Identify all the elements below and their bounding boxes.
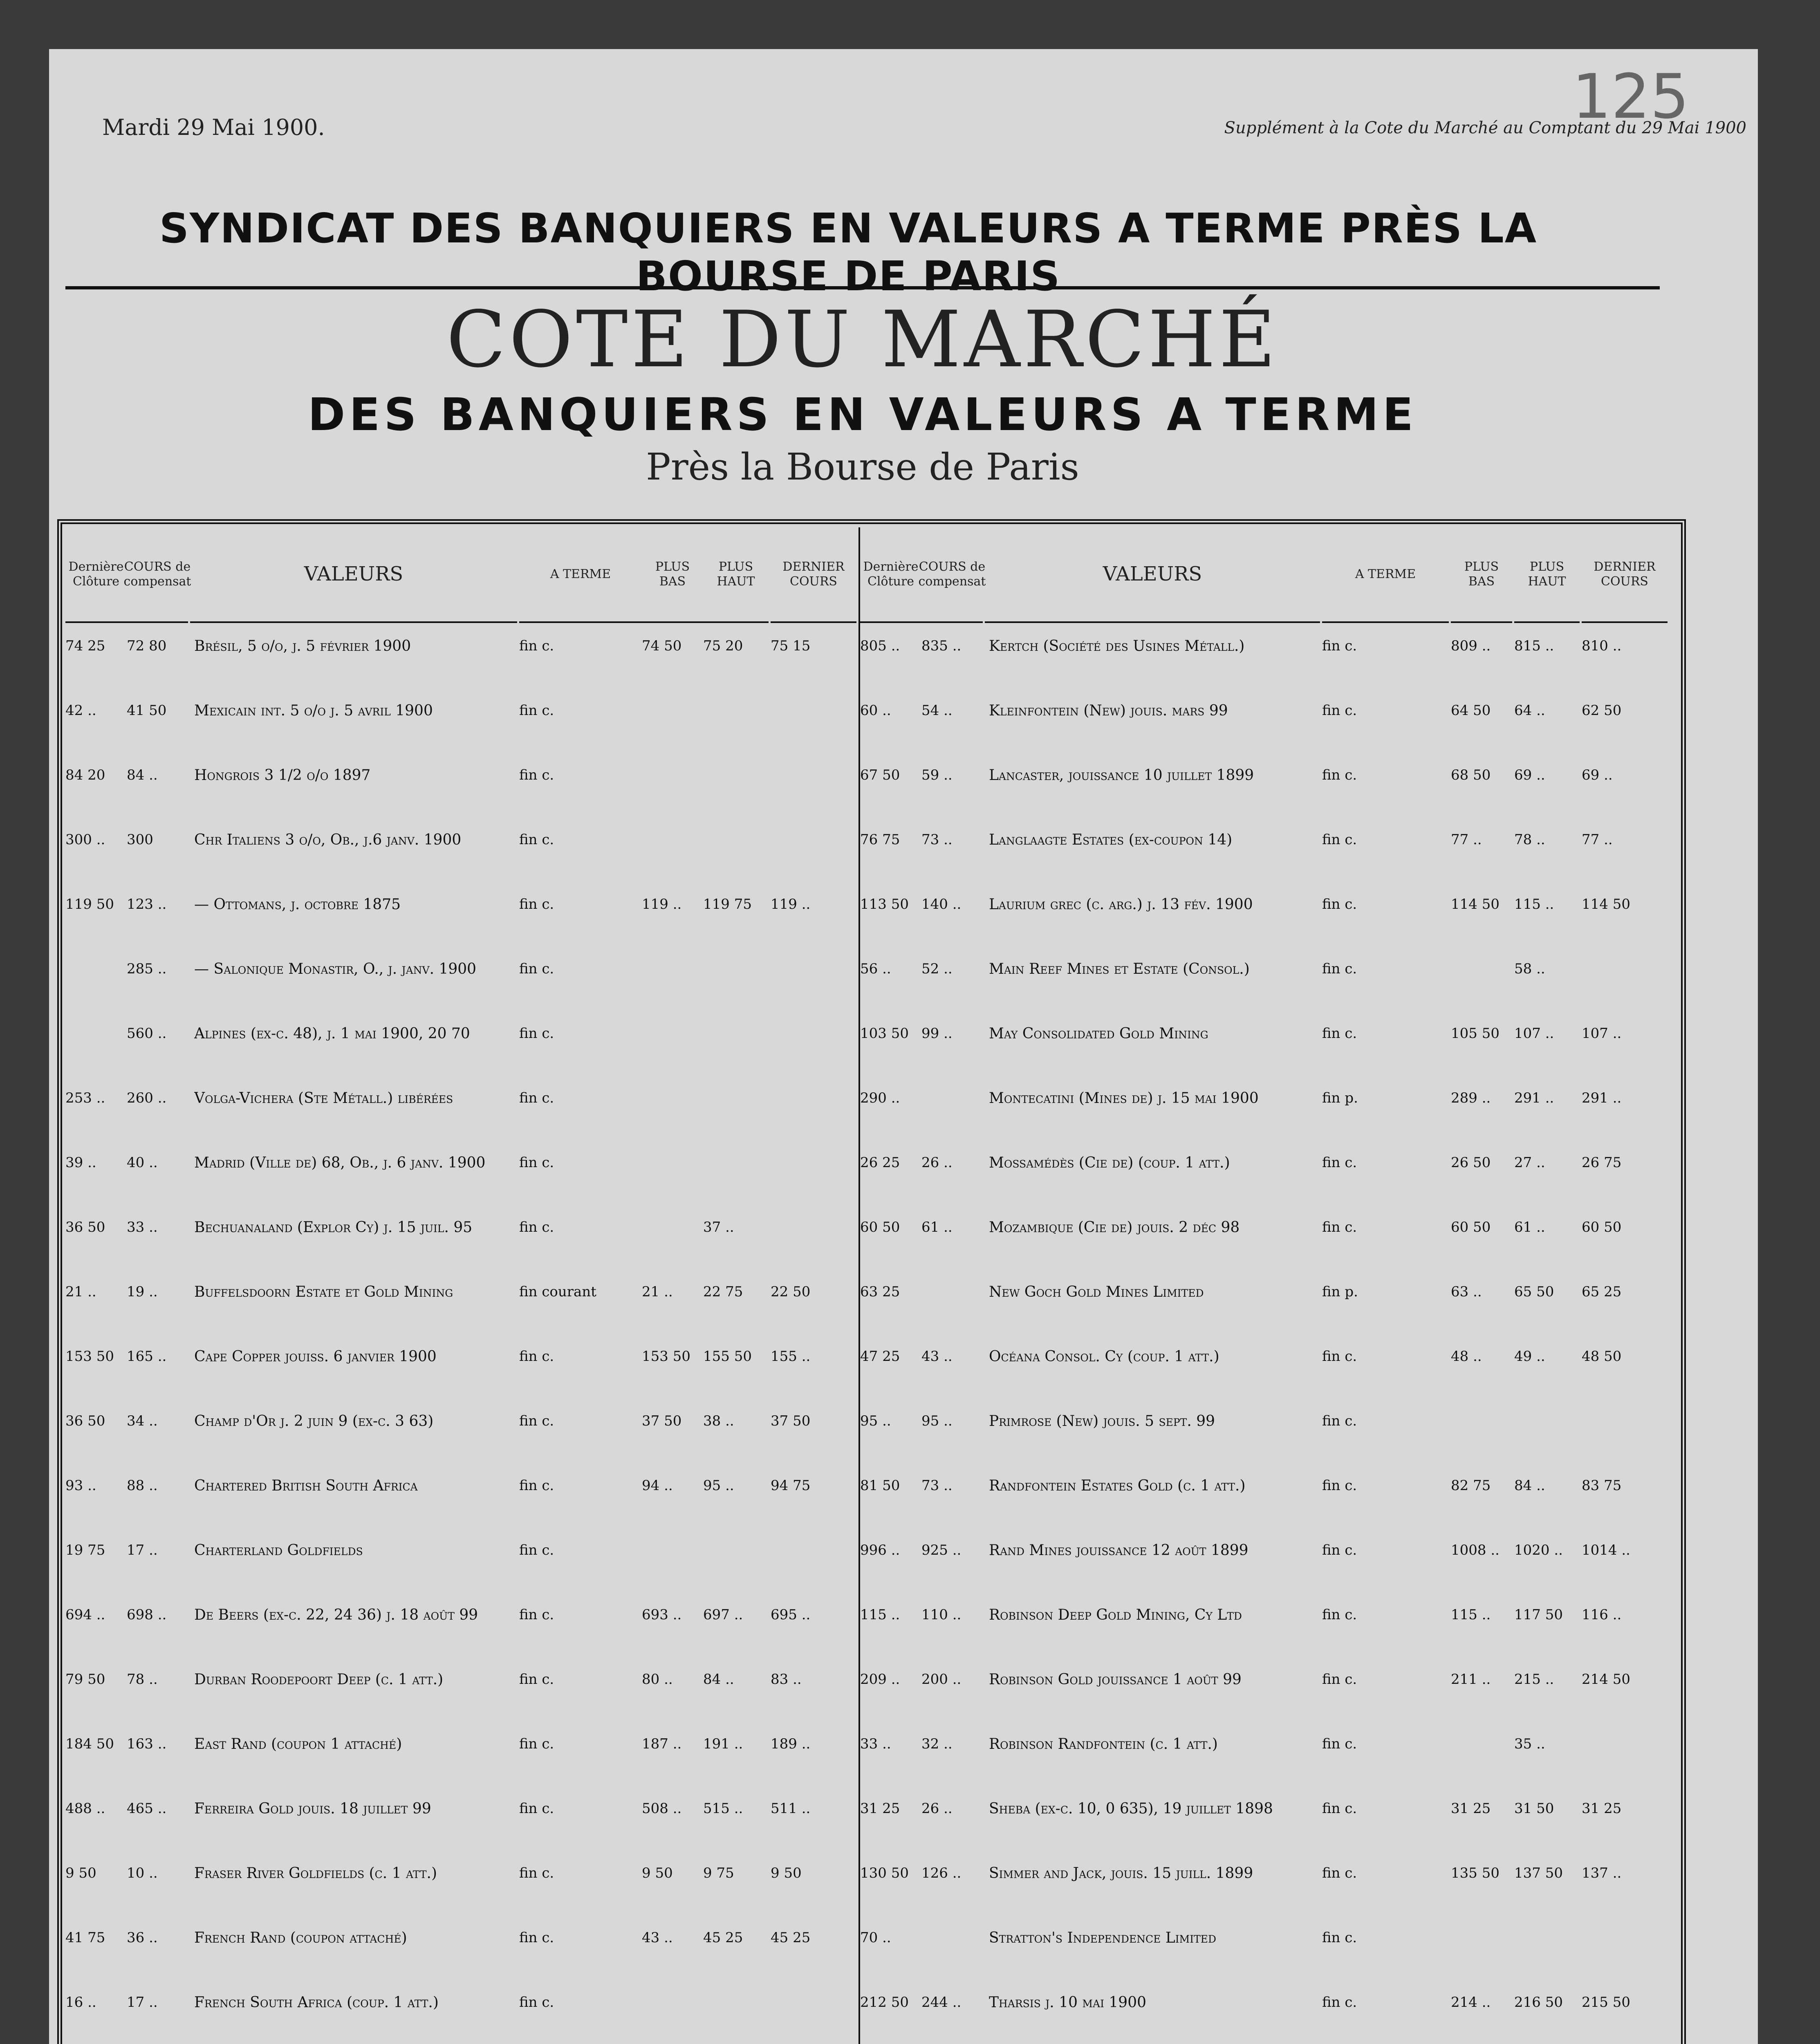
right-cell: fin c.: [1322, 1930, 1357, 1946]
left-cell: 36 50: [65, 1219, 105, 1235]
right-cell: fin c.: [1322, 1025, 1357, 1042]
right-cell: 107 ..: [1582, 1025, 1622, 1042]
left-cell: 153 50: [65, 1348, 114, 1365]
right-cell: 137 ..: [1582, 1865, 1622, 1881]
left-cell: 123 ..: [127, 896, 167, 912]
right-cell: 52 ..: [921, 961, 953, 977]
right-cell: fin p.: [1322, 1284, 1358, 1300]
right-cell: 216 50: [1514, 1994, 1563, 2010]
left-cell: 75 15: [771, 638, 811, 654]
right-cell: 26 ..: [921, 1154, 953, 1171]
right-colhead-0: Dernière Clôture: [860, 527, 921, 623]
right-colhead-3: A TERME: [1322, 527, 1449, 623]
left-cell: 253 ..: [65, 1090, 105, 1106]
right-cell: 43 ..: [921, 1348, 953, 1365]
right-cell: 115 ..: [860, 1607, 900, 1623]
left-cell: 184 50: [65, 1736, 114, 1752]
right-cell: fin c.: [1322, 1671, 1357, 1688]
left-cell: 695 ..: [771, 1607, 811, 1623]
left-cell: fin c.: [519, 638, 554, 654]
right-cell: 60 50: [860, 1219, 900, 1235]
right-cell: 31 25: [1451, 1800, 1491, 1817]
right-cell: 215 ..: [1514, 1671, 1554, 1688]
left-cell: Durban Roodepoort Deep (c. 1 att.): [194, 1671, 444, 1688]
right-cell: 64 50: [1451, 702, 1491, 719]
left-cell: 163 ..: [127, 1736, 167, 1752]
right-cell: fin c.: [1322, 1736, 1357, 1752]
left-colhead-0: Dernière Clôture: [65, 527, 127, 623]
left-cell: 155 ..: [771, 1348, 811, 1365]
right-cell: fin c.: [1322, 1800, 1357, 1817]
left-cell: French Rand (coupon attaché): [194, 1930, 407, 1946]
left-cell: 78 ..: [127, 1671, 158, 1688]
right-cell: 48 50: [1582, 1348, 1622, 1365]
syndicate-heading: SYNDICAT DES BANQUIERS EN VALEURS A TERME PRÈS LA BOURSE DE PARIS: [159, 204, 1538, 300]
header-supplement: Supplément à la Cote du Marché au Comptant du 29 Mai 1900: [1224, 119, 1746, 137]
right-cell: 31 25: [1582, 1800, 1622, 1817]
right-cell: Robinson Gold jouissance 1 août 99: [989, 1671, 1242, 1688]
left-cell: 33 ..: [127, 1219, 158, 1235]
right-cell: 69 ..: [1514, 767, 1545, 783]
left-cell: 84 ..: [703, 1671, 734, 1688]
left-cell: Buffelsdoorn Estate et Gold Mining: [194, 1284, 453, 1300]
right-cell: Simmer and Jack, jouis. 15 juill. 1899: [989, 1865, 1253, 1882]
right-cell: fin c.: [1322, 1219, 1357, 1235]
left-cell: 285 ..: [127, 961, 167, 977]
left-colhead-4: PLUS BAS: [642, 527, 703, 623]
right-cell: 95 ..: [860, 1413, 891, 1429]
right-cell: 26 50: [1451, 1154, 1491, 1171]
left-cell: Bechuanaland (Explor Cy) j. 15 juil. 95: [194, 1219, 473, 1236]
left-cell: 83 ..: [771, 1671, 802, 1688]
left-cell: fin c.: [519, 961, 554, 977]
left-cell: fin c.: [519, 1090, 554, 1106]
left-cell: 694 ..: [65, 1607, 105, 1623]
right-cell: 26 25: [860, 1154, 900, 1171]
right-cell: Robinson Randfontein (c. 1 att.): [989, 1736, 1218, 1753]
right-cell: 56 ..: [860, 961, 891, 977]
right-cell: 77 ..: [1582, 831, 1613, 848]
left-cell: 75 20: [703, 638, 743, 654]
left-cell: 41 50: [127, 702, 167, 719]
left-colhead-1: COURS de compensat: [127, 527, 188, 623]
left-cell: fin c.: [519, 702, 554, 719]
right-cell: 48 ..: [1451, 1348, 1482, 1365]
header-rule: [65, 286, 1660, 289]
right-cell: 67 50: [860, 767, 900, 783]
right-cell: Lancaster, jouissance 10 juillet 1899: [989, 767, 1254, 784]
left-cell: Champ d'Or j. 2 juin 9 (ex-c. 3 63): [194, 1413, 434, 1430]
right-cell: 115 ..: [1514, 896, 1554, 912]
left-cell: 191 ..: [703, 1736, 743, 1752]
right-cell: Primrose (New) jouis. 5 sept. 99: [989, 1413, 1215, 1430]
right-cell: 214 50: [1582, 1671, 1630, 1688]
right-cell: 60 ..: [860, 702, 891, 719]
right-cell: 76 75: [860, 831, 900, 848]
left-cell: 16 ..: [65, 1994, 96, 2010]
right-cell: fin c.: [1322, 961, 1357, 977]
right-cell: fin c.: [1322, 1607, 1357, 1623]
right-cell: 33 ..: [860, 1736, 891, 1752]
left-cell: 40 ..: [127, 1154, 158, 1171]
right-cell: fin p.: [1322, 1090, 1358, 1106]
right-cell: 289 ..: [1451, 1090, 1491, 1106]
right-cell: 805 ..: [860, 638, 900, 654]
left-cell: 488 ..: [65, 1800, 105, 1817]
left-cell: 22 50: [771, 1284, 811, 1300]
right-cell: 209 ..: [860, 1671, 900, 1688]
header-date: Mardi 29 Mai 1900.: [102, 114, 325, 140]
left-cell: 34 ..: [127, 1413, 158, 1429]
left-cell: 300: [127, 831, 153, 848]
left-cell: 38 ..: [703, 1413, 734, 1429]
left-cell: 10 ..: [127, 1865, 158, 1881]
right-cell: 137 50: [1514, 1865, 1563, 1881]
right-cell: 290 ..: [860, 1090, 900, 1106]
left-cell: Ferreira Gold jouis. 18 juillet 99: [194, 1800, 431, 1817]
left-cell: 94 75: [771, 1477, 811, 1494]
right-cell: 77 ..: [1451, 831, 1482, 848]
left-cell: De Beers (ex-c. 22, 24 36) j. 18 août 99: [194, 1607, 478, 1623]
left-cell: 45 25: [771, 1930, 811, 1946]
right-cell: 83 75: [1582, 1477, 1622, 1494]
left-cell: 119 ..: [771, 896, 811, 912]
left-cell: 189 ..: [771, 1736, 811, 1752]
right-cell: May Consolidated Gold Mining: [989, 1025, 1208, 1042]
left-cell: 37 50: [642, 1413, 682, 1429]
right-cell: New Goch Gold Mines Limited: [989, 1284, 1204, 1300]
right-cell: 26 ..: [921, 1800, 953, 1817]
left-cell: fin c.: [519, 1025, 554, 1042]
left-cell: fin c.: [519, 1800, 554, 1817]
right-cell: Stratton's Independence Limited: [989, 1930, 1217, 1946]
left-cell: 41 75: [65, 1930, 105, 1946]
left-cell: 74 25: [65, 638, 105, 654]
right-cell: Langlaagte Estates (ex-coupon 14): [989, 831, 1233, 848]
right-cell: Mossamédès (Cie de) (coup. 1 att.): [989, 1154, 1230, 1171]
right-cell: 54 ..: [921, 702, 953, 719]
left-cell: Volga-Vichera (Ste Métall.) libérées: [194, 1090, 453, 1107]
left-cell: 300 ..: [65, 831, 105, 848]
right-cell: 99 ..: [921, 1025, 953, 1042]
right-cell: fin c.: [1322, 767, 1357, 783]
left-cell: Madrid (Ville de) 68, Ob., j. 6 janv. 1900: [194, 1154, 486, 1171]
right-colhead-4: PLUS BAS: [1451, 527, 1512, 623]
left-cell: 36 ..: [127, 1930, 158, 1946]
left-cell: 119 50: [65, 896, 114, 912]
left-cell: 693 ..: [642, 1607, 682, 1623]
left-cell: fin c.: [519, 896, 554, 912]
right-cell: Randfontein Estates Gold (c. 1 att.): [989, 1477, 1246, 1494]
left-cell: fin c.: [519, 1542, 554, 1558]
right-cell: 63 ..: [1451, 1284, 1482, 1300]
right-table: [860, 527, 1670, 2044]
left-cell: 187 ..: [642, 1736, 682, 1752]
left-cell: fin c.: [519, 1477, 554, 1494]
right-cell: fin c.: [1322, 1154, 1357, 1171]
right-cell: fin c.: [1322, 1542, 1357, 1558]
left-cell: 94 ..: [642, 1477, 673, 1494]
right-cell: Kleinfontein (New) jouis. mars 99: [989, 702, 1228, 719]
left-cell: Charterland Goldfields: [194, 1542, 363, 1559]
right-cell: 215 50: [1582, 1994, 1630, 2010]
left-cell: 9 50: [771, 1865, 802, 1881]
right-cell: Mozambique (Cie de) jouis. 2 déc 98: [989, 1219, 1240, 1236]
right-cell: fin c.: [1322, 638, 1357, 654]
right-cell: 116 ..: [1582, 1607, 1622, 1623]
right-cell: 27 ..: [1514, 1154, 1545, 1171]
left-cell: fin courant: [519, 1284, 596, 1300]
left-cell: Cape Copper jouiss. 6 janvier 1900: [194, 1348, 437, 1365]
right-cell: fin c.: [1322, 896, 1357, 912]
left-cell: 84 20: [65, 767, 105, 783]
left-cell: 17 ..: [127, 1542, 158, 1558]
right-cell: 996 ..: [860, 1542, 900, 1558]
right-cell: fin c.: [1322, 1865, 1357, 1881]
left-cell: 88 ..: [127, 1477, 158, 1494]
right-cell: 103 50: [860, 1025, 909, 1042]
right-cell: 200 ..: [921, 1671, 962, 1688]
right-cell: 70 ..: [860, 1930, 891, 1946]
right-cell: fin c.: [1322, 1994, 1357, 2010]
right-cell: 114 50: [1582, 896, 1630, 912]
right-cell: Main Reef Mines et Estate (Consol.): [989, 961, 1250, 977]
right-cell: fin c.: [1322, 1348, 1357, 1365]
left-cell: 9 50: [642, 1865, 673, 1881]
left-cell: 45 25: [703, 1930, 743, 1946]
right-cell: 84 ..: [1514, 1477, 1545, 1494]
right-cell: 1014 ..: [1582, 1542, 1630, 1558]
left-cell: French South Africa (coup. 1 att.): [194, 1994, 439, 2011]
left-cell: — Ottomans, j. octobre 1875: [194, 896, 401, 913]
right-cell: 110 ..: [921, 1607, 962, 1623]
right-cell: 65 25: [1582, 1284, 1622, 1300]
right-cell: 113 50: [860, 896, 909, 912]
right-cell: 140 ..: [921, 896, 962, 912]
right-cell: fin c.: [1322, 702, 1357, 719]
left-cell: 37 50: [771, 1413, 811, 1429]
right-cell: 107 ..: [1514, 1025, 1554, 1042]
left-cell: 165 ..: [127, 1348, 167, 1365]
right-cell: 64 ..: [1514, 702, 1545, 719]
right-cell: Rand Mines jouissance 12 août 1899: [989, 1542, 1248, 1559]
left-cell: 119 ..: [642, 896, 682, 912]
left-cell: 79 50: [65, 1671, 105, 1688]
left-cell: Mexicain int. 5 o/o j. 5 avril 1900: [194, 702, 433, 719]
page-subtitle-2: Près la Bourse de Paris: [646, 446, 1079, 489]
left-cell: fin c.: [519, 767, 554, 783]
right-cell: fin c.: [1322, 1477, 1357, 1494]
left-cell: 508 ..: [642, 1800, 682, 1817]
right-colhead-6: DERNIER COURS: [1582, 527, 1668, 623]
left-cell: — Salonique Monastir, O., j. janv. 1900: [194, 961, 477, 977]
right-cell: 32 ..: [921, 1736, 953, 1752]
right-cell: 62 50: [1582, 702, 1622, 719]
right-cell: 835 ..: [921, 638, 962, 654]
right-cell: 58 ..: [1514, 961, 1545, 977]
page-title: COTE DU MARCHÉ: [446, 294, 1279, 385]
right-cell: Robinson Deep Gold Mining, Cy Ltd: [989, 1607, 1242, 1623]
right-cell: 114 50: [1451, 896, 1499, 912]
right-cell: 60 50: [1451, 1219, 1491, 1235]
right-cell: 82 75: [1451, 1477, 1491, 1494]
left-cell: fin c.: [519, 1219, 554, 1235]
right-cell: 31 25: [860, 1800, 900, 1817]
right-cell: 130 50: [860, 1865, 909, 1881]
right-cell: 815 ..: [1514, 638, 1554, 654]
right-cell: Laurium grec (c. arg.) j. 13 fév. 1900: [989, 896, 1253, 913]
left-cell: Fraser River Goldfields (c. 1 att.): [194, 1865, 437, 1882]
right-cell: fin c.: [1322, 1413, 1357, 1429]
left-cell: East Rand (coupon 1 attaché): [194, 1736, 402, 1753]
left-colhead-5: PLUS HAUT: [703, 527, 769, 623]
left-cell: 93 ..: [65, 1477, 96, 1494]
left-cell: 84 ..: [127, 767, 158, 783]
right-cell: 809 ..: [1451, 638, 1491, 654]
left-cell: 560 ..: [127, 1025, 167, 1042]
right-cell: 61 ..: [1514, 1219, 1545, 1235]
left-cell: 697 ..: [703, 1607, 743, 1623]
right-cell: 49 ..: [1514, 1348, 1545, 1365]
right-cell: 59 ..: [921, 767, 953, 783]
left-cell: 37 ..: [703, 1219, 734, 1235]
left-cell: 9 50: [65, 1865, 96, 1881]
right-cell: 105 50: [1451, 1025, 1499, 1042]
right-cell: fin c.: [1322, 831, 1357, 848]
left-cell: Alpines (ex-c. 48), j. 1 mai 1900, 20 70: [194, 1025, 470, 1042]
right-cell: 244 ..: [921, 1994, 962, 2010]
right-cell: 31 50: [1514, 1800, 1554, 1817]
left-colhead-3: A TERME: [519, 527, 642, 623]
right-cell: 73 ..: [921, 831, 953, 848]
right-cell: 126 ..: [921, 1865, 962, 1881]
left-cell: 698 ..: [127, 1607, 167, 1623]
right-cell: 214 ..: [1451, 1994, 1491, 2010]
left-cell: Brésil, 5 o/o, j. 5 février 1900: [194, 638, 411, 654]
left-cell: 17 ..: [127, 1994, 158, 2010]
right-cell: 47 25: [860, 1348, 900, 1365]
right-cell: 291 ..: [1582, 1090, 1622, 1106]
left-cell: 80 ..: [642, 1671, 673, 1688]
left-cell: 42 ..: [65, 702, 96, 719]
right-cell: 115 ..: [1451, 1607, 1491, 1623]
right-cell: 60 50: [1582, 1219, 1622, 1235]
right-colhead-1: COURS de compensat: [921, 527, 983, 623]
left-colhead-2: VALEURS: [190, 527, 517, 623]
left-cell: 74 50: [642, 638, 682, 654]
left-cell: 39 ..: [65, 1154, 96, 1171]
right-cell: 1020 ..: [1514, 1542, 1563, 1558]
right-cell: 81 50: [860, 1477, 900, 1494]
right-cell: 95 ..: [921, 1413, 953, 1429]
left-cell: fin c.: [519, 1348, 554, 1365]
right-cell: 73 ..: [921, 1477, 953, 1494]
right-cell: 212 50: [860, 1994, 909, 2010]
left-cell: fin c.: [519, 1994, 554, 2010]
folio-number: 125: [1572, 61, 1689, 132]
right-cell: 35 ..: [1514, 1736, 1545, 1752]
right-cell: 135 50: [1451, 1865, 1499, 1881]
left-cell: 19 75: [65, 1542, 105, 1558]
left-cell: fin c.: [519, 1671, 554, 1688]
right-cell: 78 ..: [1514, 831, 1545, 848]
right-cell: 1008 ..: [1451, 1542, 1499, 1558]
right-cell: 117 50: [1514, 1607, 1563, 1623]
right-cell: Kertch (Société des Usines Métall.): [989, 638, 1245, 654]
right-cell: 63 25: [860, 1284, 900, 1300]
right-colhead-2: VALEURS: [985, 527, 1320, 623]
left-cell: 21 ..: [65, 1284, 96, 1300]
left-cell: fin c.: [519, 831, 554, 848]
left-cell: fin c.: [519, 1736, 554, 1752]
left-cell: 95 ..: [703, 1477, 734, 1494]
left-cell: fin c.: [519, 1865, 554, 1881]
left-cell: 36 50: [65, 1413, 105, 1429]
left-cell: fin c.: [519, 1930, 554, 1946]
left-cell: Hongrois 3 1/2 o/o 1897: [194, 767, 371, 784]
right-cell: Océana Consol. Cy (coup. 1 att.): [989, 1348, 1219, 1365]
right-cell: 61 ..: [921, 1219, 953, 1235]
left-cell: fin c.: [519, 1413, 554, 1429]
right-cell: 211 ..: [1451, 1671, 1491, 1688]
right-colhead-5: PLUS HAUT: [1514, 527, 1580, 623]
left-cell: Chr Italiens 3 o/o, Ob., j.6 janv. 1900: [194, 831, 462, 848]
right-cell: 291 ..: [1514, 1090, 1554, 1106]
right-cell: Sheba (ex-c. 10, 0 635), 19 juillet 1898: [989, 1800, 1273, 1817]
left-colhead-6: DERNIER COURS: [771, 527, 856, 623]
page-subtitle: DES BANQUIERS EN VALEURS A TERME: [307, 388, 1418, 441]
left-cell: 19 ..: [127, 1284, 158, 1300]
right-cell: 65 50: [1514, 1284, 1554, 1300]
right-cell: 810 ..: [1582, 638, 1622, 654]
left-cell: fin c.: [519, 1607, 554, 1623]
right-cell: 26 75: [1582, 1154, 1622, 1171]
left-cell: 155 50: [703, 1348, 752, 1365]
left-cell: 515 ..: [703, 1800, 743, 1817]
left-cell: 43 ..: [642, 1930, 673, 1946]
left-cell: 22 75: [703, 1284, 743, 1300]
left-cell: 260 ..: [127, 1090, 167, 1106]
right-cell: 925 ..: [921, 1542, 962, 1558]
left-cell: 465 ..: [127, 1800, 167, 1817]
right-cell: 69 ..: [1582, 767, 1613, 783]
left-table: [65, 527, 860, 2044]
right-cell: Montecatini (Mines de) j. 15 mai 1900: [989, 1090, 1259, 1107]
left-cell: 511 ..: [771, 1800, 811, 1817]
left-cell: 72 80: [127, 638, 167, 654]
left-cell: 9 75: [703, 1865, 734, 1881]
right-cell: 68 50: [1451, 767, 1491, 783]
right-cell: Tharsis j. 10 mai 1900: [989, 1994, 1147, 2011]
left-cell: 119 75: [703, 896, 752, 912]
left-cell: fin c.: [519, 1154, 554, 1171]
left-cell: Chartered British South Africa: [194, 1477, 418, 1494]
left-cell: 153 50: [642, 1348, 690, 1365]
left-cell: 21 ..: [642, 1284, 673, 1300]
